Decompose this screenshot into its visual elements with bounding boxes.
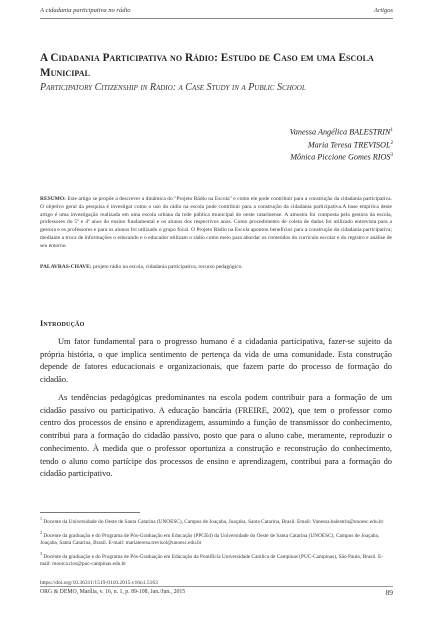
keywords-text: projeto rádio na escola, cidadania participativa, recurso pedagógico. <box>91 264 243 270</box>
footnote-text: Docente da graduação e do Programa de Pós-Graduação em Educação (PPGEd) da Universidade do Oeste de Santa Catarina (UNOESC), Campus de Joaçaba, Joaçaba, Santa Catarina, Brasil. E-mail: mariateresa.trevisol@unoesc.edu.br <box>40 532 380 547</box>
running-header <box>40 7 393 17</box>
abstract-label: RESUMO: <box>40 196 66 202</box>
running-header-left: A cidadania participativa no rádio <box>40 7 131 14</box>
keywords <box>40 264 392 272</box>
abstract <box>40 196 392 251</box>
abstract-text: Este artigo se propõe a descrever a dinâmica do "Projeto Rádio na Escola" e como ele pode contribuir para a construção da cidadania participativa. O objetivo geral da pesquisa é investigar como o uso do rádio na escola pode contribuir para a construção da cidadania participativa.A base empírica deste artigo é uma investigação realizada em uma escola urbana da rede pública municipal do oeste catarinense. A amostra foi composta pela gestora da escola, professores do 5º e 4º anos do ensino fundamental e os alunos dos respectivos anos. Como procedimento de coleta de dados foi utilizado entrevista para a gestora e os professores e para os alunos foi utilizado o grupo focal. O Projeto Rádio na Escola apontou benefícios para a construção da cidadania participativa; mediante a troca de informações o educando e o educador utilizam o rádio como meio para abordar os conteúdos do currículo escolar e do registro e análise de seu entorno. <box>40 196 392 249</box>
footer-divider <box>40 586 393 587</box>
footnote-mark: 1 <box>40 516 42 521</box>
article-subtitle: Participatory Citizenship in Radio: a Case Study in a Public School <box>40 82 306 93</box>
footnote-text: Docente da Universidade do Oeste de Santa Catarina (UNOESC), Campus de Joaçaba, Joaçaba, Santa Catarina, Brasil. Email: Vanessa.balestrin@unoesc.edu.br <box>42 518 384 525</box>
running-header-right: Artigos <box>373 7 393 14</box>
footnote-mark: 2 <box>40 529 42 535</box>
author-name: Vanessa Angélica BALESTRIN <box>289 127 391 137</box>
page-number: 89 <box>385 588 393 597</box>
article-title: A Cidadania Participativa no Rádio: Estudo de Caso em uma Escola Municipal <box>40 52 374 79</box>
author <box>290 150 393 163</box>
journal-citation: ORG & DEMO, Marília, v. 16, n. 1, p. 89-108, Jan./Jun., 2015 <box>40 589 186 595</box>
keywords-label: PALAVRAS-CHAVE: <box>40 264 92 270</box>
doi-link[interactable]: https://doi.org/10.36311/1519-0110.2015.v16n1.5163 <box>40 580 158 586</box>
author-name: Maria Teresa TREVISOL <box>307 140 391 150</box>
footnote-text: Docente da graduação e do Programa de Pós-Graduação em Educação da Pontifícia Universidade Católica de Campinas (PUC-Campinas), São Paulo, Brasil. E-mail: monica.rios@puc-campinas.edu.br <box>40 553 383 568</box>
footnote <box>40 515 392 526</box>
body-paragraph: As tendências pedagógicas predominantes na escola podem contribuir para a formação de um cidadão passivo ou participativo. A educação bancária (FREIRE, 2002), que tem o professor como centro dos processos de ensino e aprendizagem, assumindo a função de transmissor do conhecimento, contribui para a formação do cidadão passivo, posto que para o aluno cabe, meramente, reproduzir o conhecimento. À medida que o professor oportuniza a construção e reconstrução do conhecimento, tendo o aluno como partícipe dos processos de ensino e aprendizagem, contribui para a formação do cidadão participativo. <box>40 393 392 479</box>
footnote <box>40 529 392 548</box>
author <box>290 125 393 138</box>
author <box>290 138 393 151</box>
page-footer <box>40 589 393 599</box>
footnote-divider <box>40 512 140 513</box>
section-heading: Introdução <box>40 319 85 328</box>
footnotes <box>40 515 392 571</box>
footnote-mark: 3 <box>40 551 42 557</box>
author-name: Mônica Piccione Gomes RIOS <box>290 153 391 163</box>
header-divider <box>40 18 393 19</box>
body-paragraph: Um fator fundamental para o progresso humano é a cidadania participativa, fazer-se sujeito da própria história, o que implica sentimento de pertença da vida de uma comunidade. Esta construção depende de fatores educacionais e organizacionais, que fazem parte do processo de formação do cidadão. <box>40 337 392 385</box>
footnote <box>40 550 392 569</box>
author-footnote-mark: 3 <box>390 153 393 159</box>
author-list <box>290 125 393 163</box>
author-footnote-mark: 1 <box>390 128 393 133</box>
author-footnote-mark: 2 <box>390 140 393 146</box>
